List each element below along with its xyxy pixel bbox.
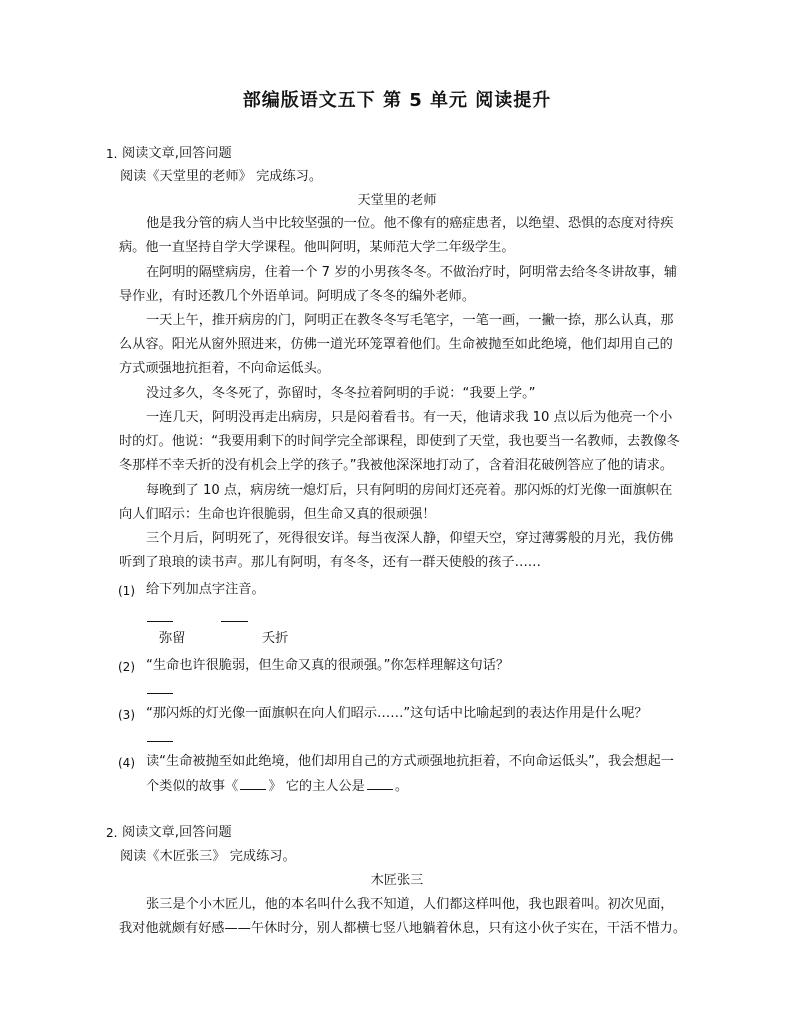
- passage-line: 没过多久，冬冬死了，弥留时，冬冬拉着阿明的手说：“我要上学。”: [146, 386, 536, 401]
- answer-blank[interactable]: [221, 621, 248, 622]
- subquestion-text: “生命也许很脆弱，但生命又真的很顽强。”你怎样理解这句话？: [146, 658, 510, 673]
- answer-blank[interactable]: [147, 621, 173, 622]
- subquestion-text: 。: [394, 779, 409, 794]
- subquestion-text-line2: [146, 778, 408, 795]
- passage-line: 在阿明的隔壁病房，住着一个 7 岁的小男孩冬冬。不做治疗时，阿明常去给冬冬讲故事，辅: [146, 265, 678, 280]
- passage-line: 我对他就颇有好感——午休时分，别人都横七竖八地躺着休息，只有这小伙子实在，干活不惜力。: [119, 921, 687, 936]
- question-heading: 阅读文章,回答问题: [122, 146, 232, 161]
- passage-line: 病。他一直坚持自学大学课程。他叫阿明，某师范大学二年级学生。: [119, 240, 515, 255]
- word-to-annotate: 弥留: [159, 631, 186, 646]
- passage-line: 一天上午，推开病房的门，阿明正在教冬冬写毛笔字，一笔一画，一撇一捺，那么认真，那: [146, 313, 674, 328]
- passage-line: 方式顽强地抗拒着，不向命运低头。: [119, 361, 330, 376]
- answer-blank[interactable]: [367, 778, 393, 790]
- subquestion-number: (3): [118, 708, 135, 722]
- passage-line: 每晚到了 10 点，病房统一熄灯后，只有阿明的房间灯还亮着。那闪烁的灯光像一面旗帜在: [146, 483, 673, 498]
- answer-blank[interactable]: [240, 778, 266, 790]
- passage-line: 时的灯。他说：“我要用剩下的时间学完全部课程，即使到了天堂，我也要当一名教师，去教像冬: [119, 434, 680, 449]
- passage-line: 听到了琅琅的读书声。那儿有阿明，有冬冬，还有一群天使般的孩子……: [119, 555, 541, 570]
- passage-line: 张三是个小木匠儿，他的本名叫什么我不知道，人们都这样叫他，我也跟着叫。初次见面，: [146, 897, 674, 912]
- passage-line: 向人们昭示：生命也许很脆弱，但生命又真的很顽强！: [119, 507, 436, 522]
- passage-line: 冬那样不幸夭折的没有机会上学的孩子。”我被他深深地打动了，含着泪花破例答应了他的请求。: [119, 458, 674, 473]
- passage-line: 一连几天，阿明没再走出病房，只是闷着看书。有一天，他请求我 10 点以后为他亮一个小: [146, 410, 673, 425]
- question-heading: 阅读文章,回答问题: [122, 825, 232, 840]
- passage-line: 他是我分管的病人当中比较坚强的一位。他不像有的癌症患者，以绝望、恐惧的态度对待疾: [146, 216, 674, 231]
- subquestion-text: “那闪烁的灯光像一面旗帜在向人们昭示……”这句话中比喻起到的表达作用是什么呢？: [146, 706, 648, 721]
- subquestion-text: 个类似的故事《: [146, 779, 239, 794]
- subquestion-text: 》 它的主人公是: [268, 779, 365, 794]
- reading-instruction: 阅读《木匠张三》 完成练习。: [120, 849, 296, 864]
- reading-instruction: 阅读《天堂里的老师》 完成练习。: [120, 169, 323, 184]
- subquestion-number: (1): [118, 584, 135, 598]
- passage-line: 么从容。阳光从窗外照进来，仿佛一道光环笼罩着他们。生命被抛至如此绝境，他们却用自己的: [119, 337, 673, 352]
- answer-blank[interactable]: [147, 741, 173, 742]
- passage-line: 导作业，有时还教几个外语单词。阿明成了冬冬的编外老师。: [119, 289, 476, 304]
- question-number: 1.: [106, 147, 118, 161]
- subquestion-number: (4): [118, 756, 135, 770]
- page-title: 部编版语文五下 第 5 单元 阅读提升: [242, 90, 552, 111]
- passage-title: 木匠张三: [370, 873, 424, 888]
- subquestion-text: 给下列加点字注音。: [146, 582, 265, 597]
- subquestion-text: 读“生命被抛至如此绝境，他们却用自己的方式顽强地抗拒着，不向命运低头”，我会想起一: [146, 754, 674, 769]
- subquestion-number: (2): [118, 660, 135, 674]
- word-to-annotate: 夭折: [262, 631, 289, 646]
- question-number: 2.: [106, 826, 118, 840]
- answer-blank[interactable]: [147, 693, 173, 694]
- passage-line: 三个月后，阿明死了，死得很安详。每当夜深人静，仰望天空，穿过薄雾般的月光，我仿佛: [146, 531, 674, 546]
- passage-title: 天堂里的老师: [357, 193, 437, 208]
